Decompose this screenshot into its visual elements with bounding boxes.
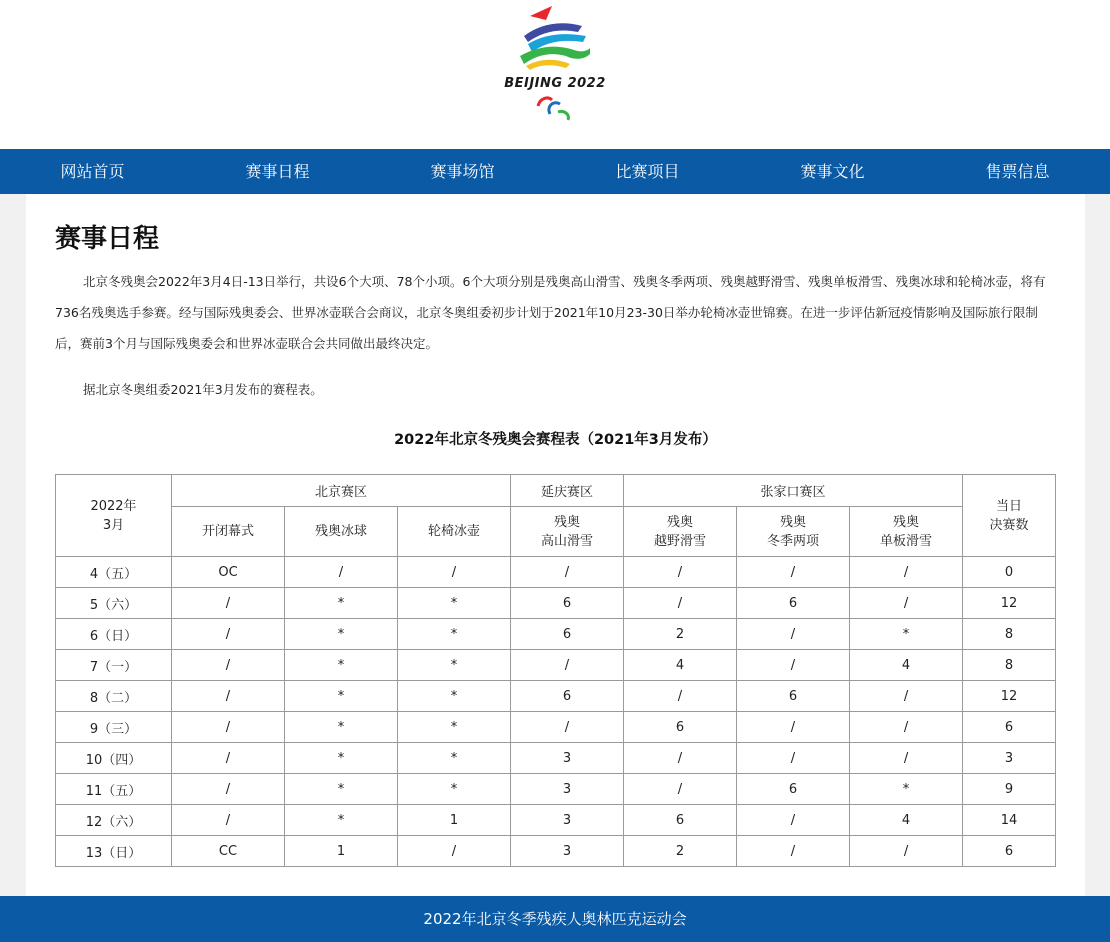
event-cell: / xyxy=(511,650,624,681)
event-cell: / xyxy=(737,836,850,867)
event-cell: / xyxy=(624,681,737,712)
event-cell: 6 xyxy=(511,588,624,619)
date-header: 2022年 3月 xyxy=(56,475,172,557)
finals-count-cell: 12 xyxy=(963,588,1056,619)
date-cell: 11（五） xyxy=(56,774,172,805)
event-cell: 3 xyxy=(511,774,624,805)
finals-count-cell: 9 xyxy=(963,774,1056,805)
event-cell: * xyxy=(285,743,398,774)
event-header-biathlon: 残奥 冬季两项 xyxy=(737,507,850,557)
event-cell: / xyxy=(172,774,285,805)
event-cell: / xyxy=(624,743,737,774)
event-cell: 4 xyxy=(624,650,737,681)
event-cell: / xyxy=(850,743,963,774)
event-cell: * xyxy=(398,619,511,650)
event-header-cross-country: 残奥 越野滑雪 xyxy=(624,507,737,557)
date-cell: 7（一） xyxy=(56,650,172,681)
event-cell: 3 xyxy=(511,805,624,836)
event-cell: / xyxy=(172,588,285,619)
table-row xyxy=(56,805,1056,836)
event-cell: * xyxy=(850,774,963,805)
finals-count-cell: 3 xyxy=(963,743,1056,774)
event-cell: 4 xyxy=(850,805,963,836)
table-row xyxy=(56,743,1056,774)
table-row xyxy=(56,557,1056,588)
event-cell: / xyxy=(398,836,511,867)
event-cell: * xyxy=(285,805,398,836)
daily-finals-header: 当日 决赛数 xyxy=(963,475,1056,557)
event-cell: / xyxy=(737,650,850,681)
event-cell: / xyxy=(850,681,963,712)
event-cell: / xyxy=(850,557,963,588)
date-cell: 8（二） xyxy=(56,681,172,712)
schedule-table xyxy=(55,474,1056,867)
event-cell: / xyxy=(850,712,963,743)
footer-text: 2022年北京冬季残疾人奥林匹克运动会 xyxy=(423,910,687,928)
event-cell: 6 xyxy=(511,619,624,650)
event-cell: / xyxy=(172,681,285,712)
main-nav xyxy=(0,149,1110,194)
event-cell: / xyxy=(511,557,624,588)
date-cell: 12（六） xyxy=(56,805,172,836)
finals-count-cell: 0 xyxy=(963,557,1056,588)
site-header xyxy=(0,0,1110,149)
event-cell: / xyxy=(172,619,285,650)
event-header-ceremony: 开闭幕式 xyxy=(172,507,285,557)
event-cell: * xyxy=(285,650,398,681)
event-cell: 1 xyxy=(285,836,398,867)
logo-wordmark: BEIJING 2022 xyxy=(504,76,606,91)
event-cell: / xyxy=(624,588,737,619)
table-row xyxy=(56,712,1056,743)
finals-count-cell: 8 xyxy=(963,650,1056,681)
event-cell: / xyxy=(172,743,285,774)
event-cell: * xyxy=(398,588,511,619)
schedule-table-title: 2022年北京冬残奥会赛程表（2021年3月发布） xyxy=(394,432,717,448)
event-cell: 3 xyxy=(511,836,624,867)
event-cell: / xyxy=(850,588,963,619)
finals-count-cell: 8 xyxy=(963,619,1056,650)
event-cell: / xyxy=(737,712,850,743)
site-footer xyxy=(0,896,1110,942)
event-cell: * xyxy=(285,681,398,712)
date-cell: 4（五） xyxy=(56,557,172,588)
event-cell: * xyxy=(285,588,398,619)
event-cell: / xyxy=(737,557,850,588)
event-cell: / xyxy=(172,650,285,681)
nav-item-schedule[interactable]: 赛事日程 xyxy=(245,162,310,181)
event-cell: 4 xyxy=(850,650,963,681)
event-cell: * xyxy=(285,619,398,650)
finals-count-cell: 6 xyxy=(963,712,1056,743)
event-cell: * xyxy=(398,712,511,743)
event-cell: / xyxy=(850,836,963,867)
event-cell: 6 xyxy=(624,712,737,743)
source-note: 据北京冬奥组委2021年3月发布的赛程表。 xyxy=(83,382,323,397)
event-header-wheelchair-curling: 轮椅冰壶 xyxy=(398,507,511,557)
event-cell: / xyxy=(172,805,285,836)
nav-item-events[interactable]: 比赛项目 xyxy=(615,162,680,181)
event-cell: 1 xyxy=(398,805,511,836)
event-cell: OC xyxy=(172,557,285,588)
nav-item-venues[interactable]: 赛事场馆 xyxy=(430,162,495,181)
event-cell: / xyxy=(624,557,737,588)
event-cell: * xyxy=(398,774,511,805)
event-cell: / xyxy=(737,619,850,650)
zone-beijing-header: 北京赛区 xyxy=(172,475,511,507)
paralympic-emblem-icon xyxy=(490,6,620,134)
nav-item-home[interactable]: 网站首页 xyxy=(60,162,125,181)
page-title: 赛事日程 xyxy=(55,224,160,254)
event-cell: 6 xyxy=(624,805,737,836)
event-cell: CC xyxy=(172,836,285,867)
event-cell: 6 xyxy=(737,681,850,712)
event-cell: / xyxy=(172,712,285,743)
table-row xyxy=(56,619,1056,650)
event-cell: * xyxy=(398,681,511,712)
event-header-ice-hockey: 残奥冰球 xyxy=(285,507,398,557)
nav-item-culture[interactable]: 赛事文化 xyxy=(800,162,865,181)
event-cell: / xyxy=(285,557,398,588)
date-cell: 6（日） xyxy=(56,619,172,650)
event-cell: 6 xyxy=(511,681,624,712)
event-cell: / xyxy=(511,712,624,743)
finals-count-cell: 12 xyxy=(963,681,1056,712)
event-cell: 2 xyxy=(624,836,737,867)
event-cell: 6 xyxy=(737,774,850,805)
date-cell: 13（日） xyxy=(56,836,172,867)
event-cell: / xyxy=(737,805,850,836)
intro-paragraph: 北京冬残奥会2022年3月4日-13日举行，共设6个大项、78个小项。6个大项分别是残奥高山滑雪、残奥冬季两项、残奥越野滑雪、残奥单板滑雪、残奥冰球和轮椅冰壶，将有736名残奥选手参赛。经与国际残奥委会、世界冰壶联合会商议，北京冬奥组委初步计划于2021年10月23-30日举办轮椅冰壶世锦赛。在进一步评估新冠疫情影响及国际旅行限制后，赛前3个月与国际残奥委会和世界冰壶联合会共同做出最终决定。 xyxy=(55,274,1046,351)
event-cell: 6 xyxy=(737,588,850,619)
date-cell: 10（四） xyxy=(56,743,172,774)
table-row xyxy=(56,681,1056,712)
event-cell: * xyxy=(850,619,963,650)
event-cell: / xyxy=(737,743,850,774)
event-cell: * xyxy=(285,774,398,805)
event-header-alpine-skiing: 残奥 高山滑雪 xyxy=(511,507,624,557)
zone-zhangjiakou-header: 张家口赛区 xyxy=(624,475,963,507)
event-header-snowboard: 残奥 单板滑雪 xyxy=(850,507,963,557)
table-row xyxy=(56,588,1056,619)
table-row xyxy=(56,836,1056,867)
table-row xyxy=(56,650,1056,681)
finals-count-cell: 14 xyxy=(963,805,1056,836)
event-cell: * xyxy=(398,650,511,681)
event-cell: * xyxy=(398,743,511,774)
event-cell: / xyxy=(398,557,511,588)
date-cell: 5（六） xyxy=(56,588,172,619)
event-cell: * xyxy=(285,712,398,743)
finals-count-cell: 6 xyxy=(963,836,1056,867)
event-cell: 2 xyxy=(624,619,737,650)
table-row xyxy=(56,774,1056,805)
main-content xyxy=(26,194,1085,896)
event-cell: 3 xyxy=(511,743,624,774)
beijing-2022-logo[interactable] xyxy=(490,6,620,134)
nav-item-tickets[interactable]: 售票信息 xyxy=(985,162,1050,181)
zone-yanqing-header: 延庆赛区 xyxy=(511,475,624,507)
event-cell: / xyxy=(624,774,737,805)
date-cell: 9（三） xyxy=(56,712,172,743)
